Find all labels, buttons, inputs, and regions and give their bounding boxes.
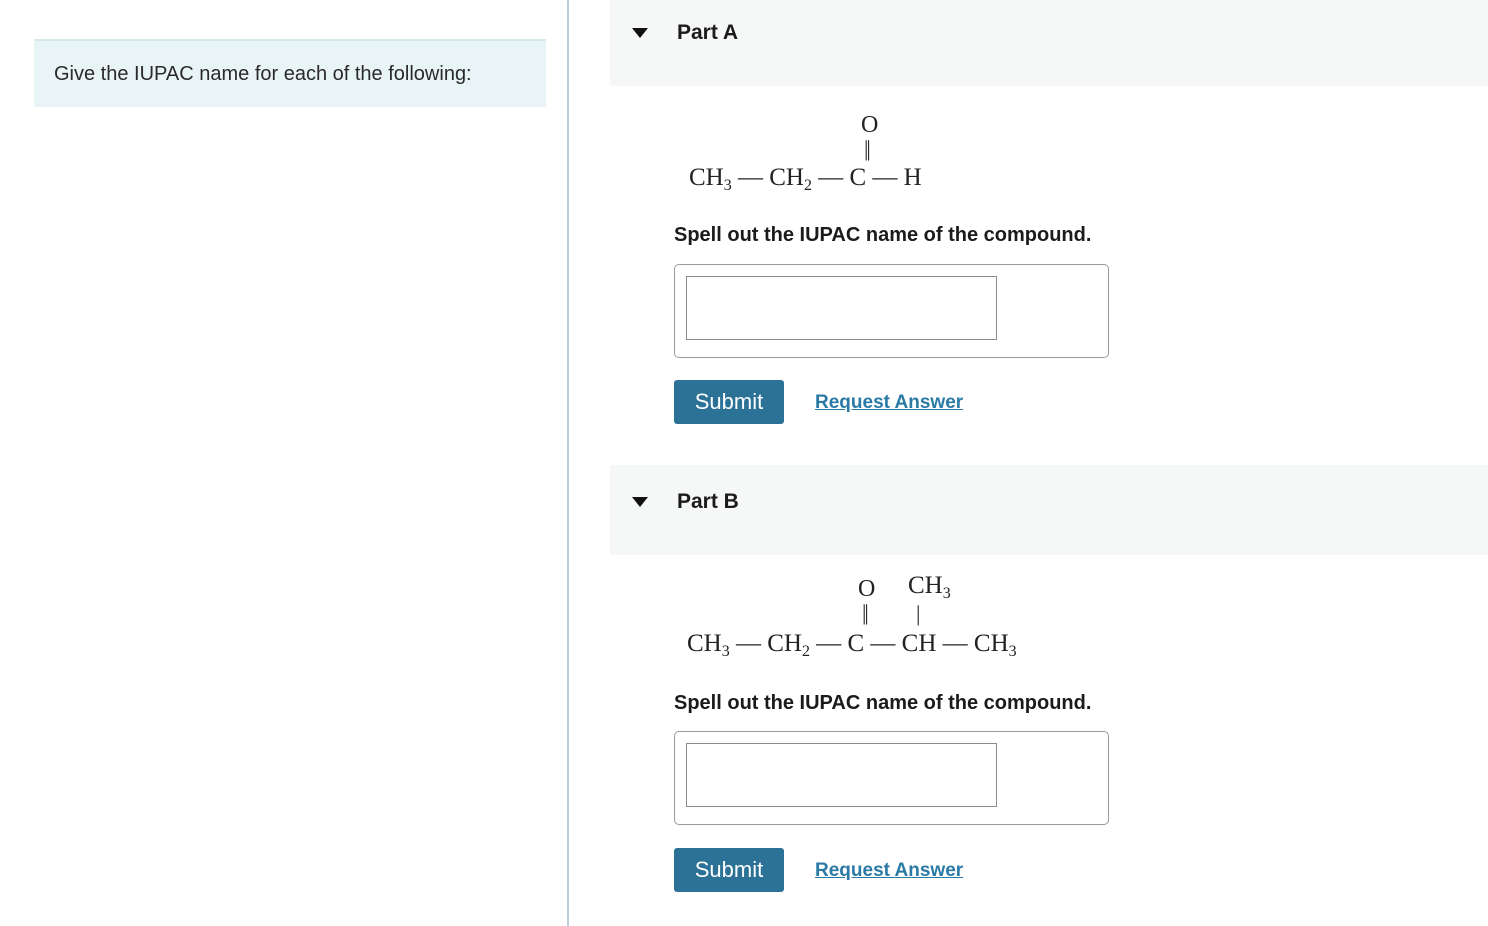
part-a-answer-frame bbox=[674, 264, 1109, 358]
bond: — bbox=[735, 630, 761, 657]
double-bond: || bbox=[862, 600, 867, 625]
part-b-answer-input[interactable] bbox=[686, 743, 997, 807]
collapse-caret-icon[interactable] bbox=[632, 497, 648, 507]
carbonyl-oxygen: O bbox=[858, 576, 876, 602]
part-a-submit-button[interactable]: Submit bbox=[674, 380, 784, 424]
problem-prompt-box bbox=[34, 39, 546, 107]
group-ch3: $CH_3$ bbox=[689, 164, 732, 194]
group-ch: CH bbox=[901, 630, 937, 657]
group-ch2: $CH_2$ bbox=[767, 630, 810, 660]
part-b-submit-button[interactable]: Submit bbox=[674, 848, 784, 892]
part-a-answer-input[interactable] bbox=[686, 276, 997, 340]
problem-panel bbox=[0, 0, 567, 926]
bond: — bbox=[872, 164, 898, 191]
part-a-request-answer-link[interactable]: Request Answer bbox=[815, 392, 964, 413]
carbonyl-oxygen: O bbox=[861, 112, 879, 138]
methyl-branch: $CH_3$ bbox=[908, 572, 951, 602]
part-b-instruction: Spell out the IUPAC name of the compound. bbox=[674, 692, 1092, 714]
main-chain bbox=[689, 164, 922, 192]
group-ch2: $CH_2$ bbox=[769, 164, 812, 194]
part-a-title: Part A bbox=[677, 21, 739, 44]
bond: — bbox=[942, 630, 968, 657]
group-ch3: $CH_3$ bbox=[973, 630, 1017, 660]
double-bond: || bbox=[864, 136, 869, 161]
part-b-answer-frame bbox=[674, 731, 1109, 825]
group-c: C bbox=[849, 164, 867, 191]
part-b-request-answer-link[interactable]: Request Answer bbox=[815, 860, 964, 881]
group-ch3: $CH_3$ bbox=[687, 630, 730, 660]
bond: — bbox=[870, 630, 896, 657]
part-a-instruction: Spell out the IUPAC name of the compound. bbox=[674, 224, 1092, 246]
part-b-title: Part B bbox=[677, 490, 739, 513]
panel-divider bbox=[567, 0, 569, 926]
problem-prompt-text: Give the IUPAC name for each of the following: bbox=[54, 63, 472, 85]
part-a-header[interactable] bbox=[610, 0, 1488, 86]
single-bond: | bbox=[916, 601, 921, 626]
group-c: C bbox=[847, 630, 865, 657]
group-h: H bbox=[903, 164, 922, 191]
bond: — bbox=[818, 164, 844, 191]
collapse-caret-icon[interactable] bbox=[632, 28, 648, 38]
main-chain bbox=[687, 630, 1017, 658]
bond: — bbox=[737, 164, 763, 191]
bond: — bbox=[816, 630, 842, 657]
part-b-header[interactable] bbox=[610, 465, 1488, 555]
